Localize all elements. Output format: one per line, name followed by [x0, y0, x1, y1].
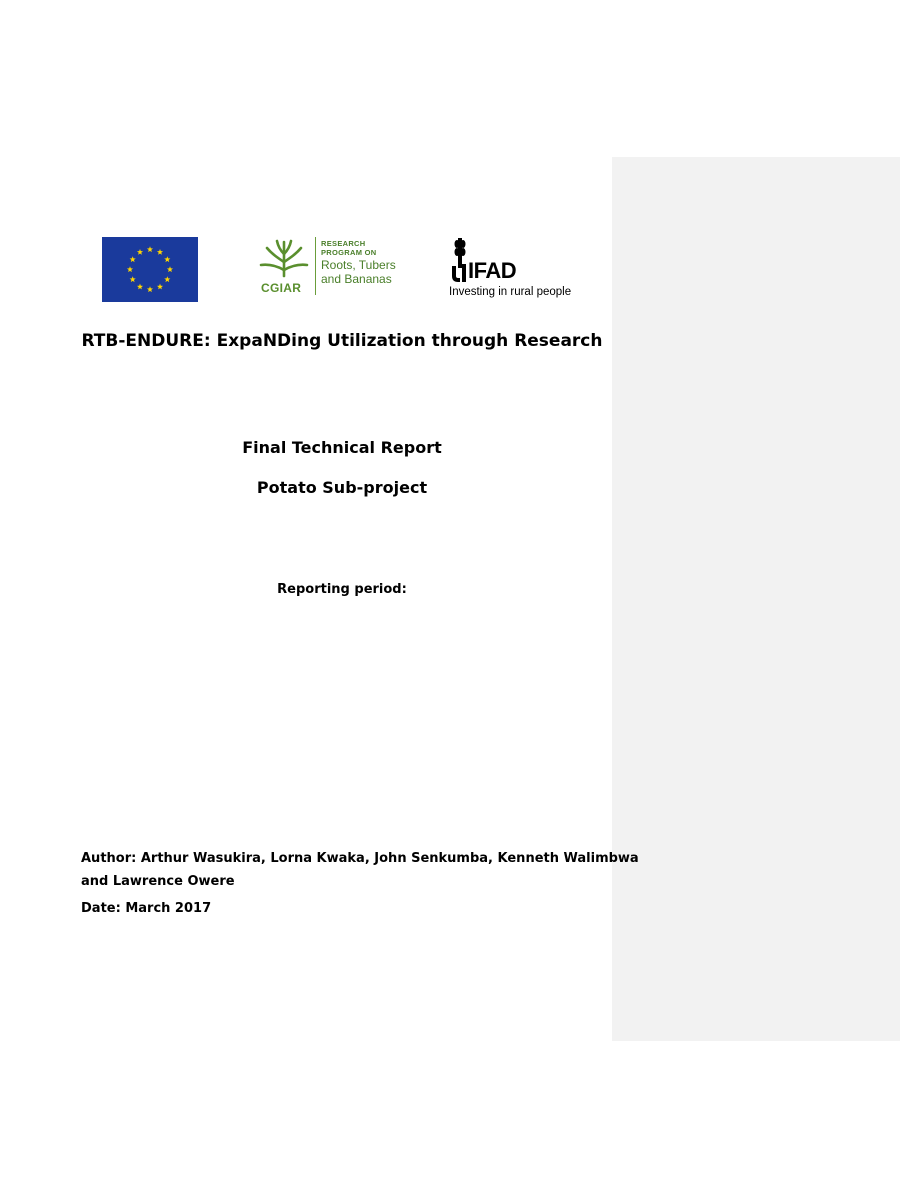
eu-flag-logo [102, 237, 198, 302]
author-line-2: and Lawrence Owere [81, 874, 235, 889]
program-label [321, 239, 377, 257]
program-line-1: RESEARCH [321, 239, 366, 248]
program-name-line-1: Roots, Tubers [321, 258, 396, 272]
program-name-line-2: and Bananas [321, 272, 392, 286]
subproject-title: Potato Sub-project [256, 478, 428, 497]
ifad-logo [446, 236, 578, 302]
document-title: RTB-ENDURE: ExpaNDing Utilization through Research [81, 331, 603, 351]
author-line-1: Author: Arthur Wasukira, Lorna Kwaka, John Senkumba, Kenneth Walimbwa [81, 851, 639, 866]
logo-divider [315, 237, 316, 295]
program-line-2: PROGRAM ON [321, 248, 377, 257]
cgiar-plant-icon [257, 236, 311, 280]
comment-margin-pane [612, 157, 900, 1041]
author-block [81, 847, 639, 893]
program-name [321, 258, 396, 286]
cgiar-wordmark: CGIAR [261, 281, 302, 295]
ifad-wordmark: IFAD [468, 258, 517, 283]
cgiar-rtb-logo [255, 236, 415, 298]
report-type: Final Technical Report [242, 438, 442, 457]
reporting-period-label: Reporting period: [277, 582, 407, 597]
ifad-tagline: Investing in rural people [449, 286, 572, 298]
report-date: Date: March 2017 [81, 901, 212, 916]
